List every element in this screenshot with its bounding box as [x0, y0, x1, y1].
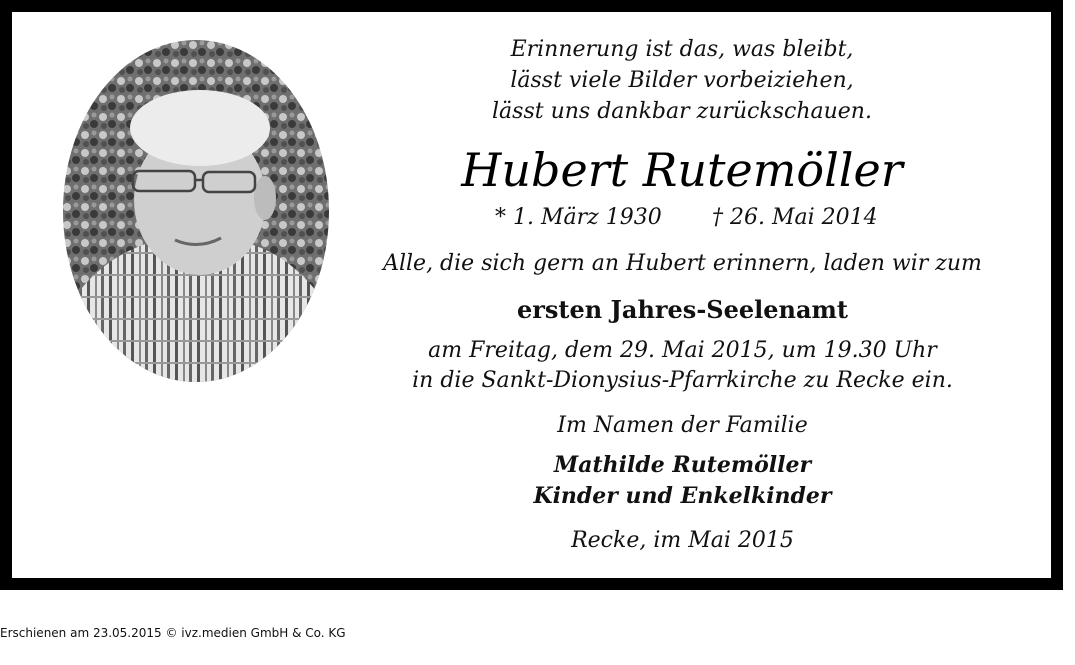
portrait-photo — [63, 40, 329, 382]
family-name: Mathilde Rutemöller — [553, 452, 812, 478]
family-name: Kinder und Enkelkinder — [533, 483, 832, 509]
event-title: ersten Jahres-Seelenamt — [516, 295, 849, 324]
death-date: † 26. Mai 2014 — [712, 205, 878, 230]
invitation-intro: Alle, die sich gern an Hubert erinnern, laden wir zum — [383, 251, 982, 276]
place-date: Recke, im Mai 2015 — [571, 528, 794, 553]
poem-line: Erinnerung ist das, was bleibt, — [510, 37, 854, 62]
deceased-name: Hubert Rutemöller — [461, 143, 903, 197]
birth-date: * 1. März 1930 — [495, 205, 662, 230]
family-intro: Im Namen der Familie — [557, 413, 808, 438]
poem-line: lässt uns dankbar zurückschauen. — [492, 99, 872, 124]
publication-footer: Erschienen am 23.05.2015 © ivz.medien GmbH & Co. KG — [0, 626, 346, 640]
event-location: in die Sankt-Dionysius-Pfarrkirche zu Recke ein. — [412, 368, 953, 393]
memorial-poem — [452, 34, 912, 127]
poem-line: lässt viele Bilder vorbeiziehen, — [510, 68, 854, 93]
event-time: am Freitag, dem 29. Mai 2015, um 19.30 Uhr — [428, 338, 937, 363]
